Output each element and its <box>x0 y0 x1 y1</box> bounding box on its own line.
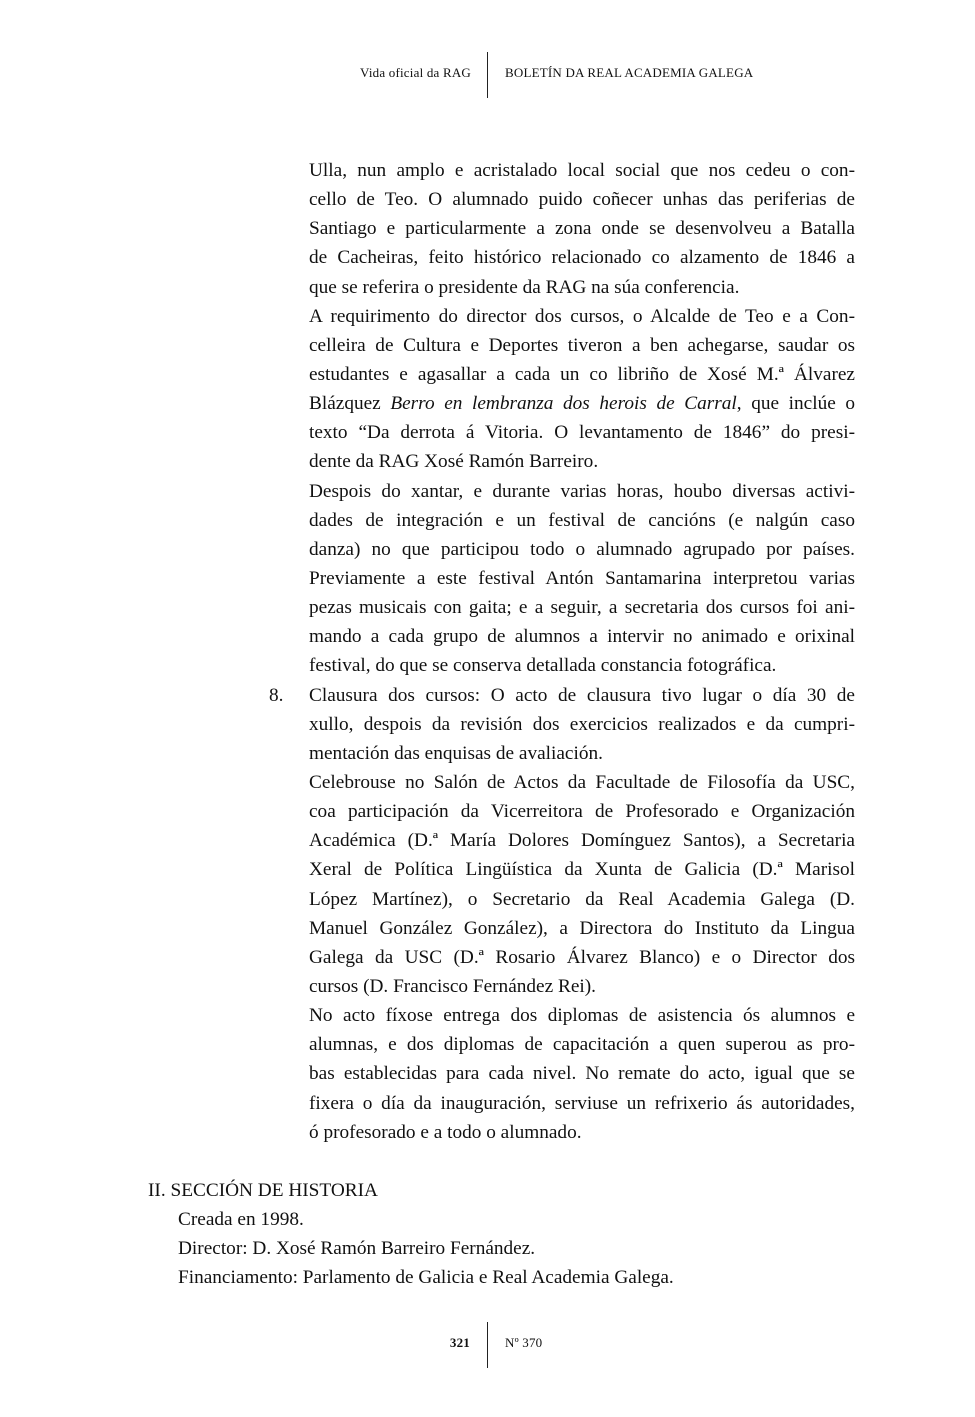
paragraph-line: que se referira o presidente da RAG na súa conferencia. <box>309 276 740 298</box>
paragraph-line: texto “Da derrota á Vitoria. O levantamento de 1846” do presi- <box>309 422 855 444</box>
paragraph-line: festival, do que se conserva detallada constancia fotográfica. <box>309 655 777 677</box>
paragraph-line <box>309 389 855 418</box>
header-divider <box>487 52 488 98</box>
paragraph-line: Santiago e particularmente a zona onde se desenvolveu a Batalla <box>309 218 855 240</box>
paragraph-line: Previamente a este festival Antón Santamarina interpretou varias <box>309 567 855 589</box>
body-text <box>269 156 855 1147</box>
paragraph-line: No acto fíxose entrega dos diplomas de asistencia ós alumnos e <box>309 1005 855 1027</box>
text: Blázquez <box>309 393 391 415</box>
section-line: Financiamento: Parlamento de Galicia e Real Academia Galega. <box>178 1267 674 1288</box>
running-header-journal: BOLETÍN DA REAL ACADEMIA GALEGA <box>505 65 754 80</box>
paragraph-line: Galega da USC (D.ª Rosario Álvarez Blanco) e o Director dos <box>309 946 855 968</box>
paragraph-line: cello de Teo. O alumnado puido coñecer unhas das periferias de <box>309 189 855 211</box>
list-number: 8. <box>269 684 284 706</box>
paragraph-line: Académica (D.ª María Dolores Domínguez Santos), a Secretaria <box>309 830 855 852</box>
paragraph-line: alumnas, e dos diplomas de capacitación a quen superou as pro- <box>309 1034 855 1056</box>
paragraph-line: Despois do xantar, e durante varias horas, houbo diversas activi- <box>309 480 855 502</box>
paragraph-line: A requirimento do director dos cursos, o Alcalde de Teo e a Con- <box>309 305 855 327</box>
paragraph-line: de Cacheiras, feito histórico relacionado co alzamento de 1846 a <box>309 247 855 269</box>
paragraph-line: Celebrouse no Salón de Actos da Facultade de Filosofía da USC, <box>309 771 855 793</box>
paragraph-line: dente da RAG Xosé Ramón Barreiro. <box>309 451 599 473</box>
paragraph-line: estudantes e agasallar a cada un co libriño de Xosé M.ª Álvarez <box>309 363 855 385</box>
section-line: Creada en 1998. <box>178 1209 304 1230</box>
paragraph-line: Ulla, nun amplo e acristalado local social que nos cedeu o con- <box>309 160 855 181</box>
list-item-8-line: Clausura dos cursos: O acto de clausura tivo lugar o día 30 de 8. <box>309 681 855 710</box>
paragraph-line: dades de integración e un festival de cancións (e nalgún caso <box>309 509 855 531</box>
section-historia <box>148 1176 674 1292</box>
list-item-8-line: xullo, despois da revisión dos exercicios realizados e da cumpri- <box>309 713 855 735</box>
paragraph-line: mando a cada grupo de alumnos a intervir no animado e orixinal <box>309 626 855 648</box>
paragraph-line: pezas musicais con gaita; e a seguir, a secretaria dos cursos foi ani- <box>309 597 855 619</box>
list-item-8-line: mentación das enquisas de avaliación. <box>309 742 603 764</box>
paragraph-line: ó profesorado e a todo o alumnado. <box>309 1121 582 1143</box>
paragraph-line: celleira de Cultura e Deportes tiveron a ben achegarse, saudar os <box>309 334 855 356</box>
section-line: Director: D. Xosé Ramón Barreiro Fernández. <box>178 1238 536 1259</box>
paragraph-line: fixera o día da inauguración, serviuse un refrixerio ás autoridades, <box>309 1092 855 1114</box>
paragraph-line: danza) no que participou todo o alumnado agrupado por países. <box>309 538 855 560</box>
issue-number: Nº 370 <box>505 1335 543 1350</box>
paragraph-line: Xeral de Política Lingüística da Xunta de Galicia (D.ª Marisol <box>309 859 855 881</box>
book-title: Berro en lembranza dos herois de Carral <box>390 393 737 415</box>
paragraph-line: bas establecidas para cada nivel. No remate do acto, igual que se <box>309 1063 855 1085</box>
text: , que inclúe o <box>736 393 855 415</box>
footer-divider <box>487 1322 488 1368</box>
paragraph-line: cursos (D. Francisco Fernández Rei). <box>309 975 596 997</box>
paragraph-line: Manuel González González), a Directora do Instituto da Lingua <box>309 917 855 939</box>
page-number: 321 <box>449 1335 470 1350</box>
section-heading: II. SECCIÓN DE HISTORIA <box>148 1180 378 1201</box>
paragraph-line: coa participación da Vicerreitora de Profesorado e Organización <box>309 801 855 823</box>
paragraph-line: López Martínez), o Secretario da Real Academia Galega (D. <box>309 888 855 910</box>
running-header-section: Vida oficial da RAG <box>360 65 471 80</box>
